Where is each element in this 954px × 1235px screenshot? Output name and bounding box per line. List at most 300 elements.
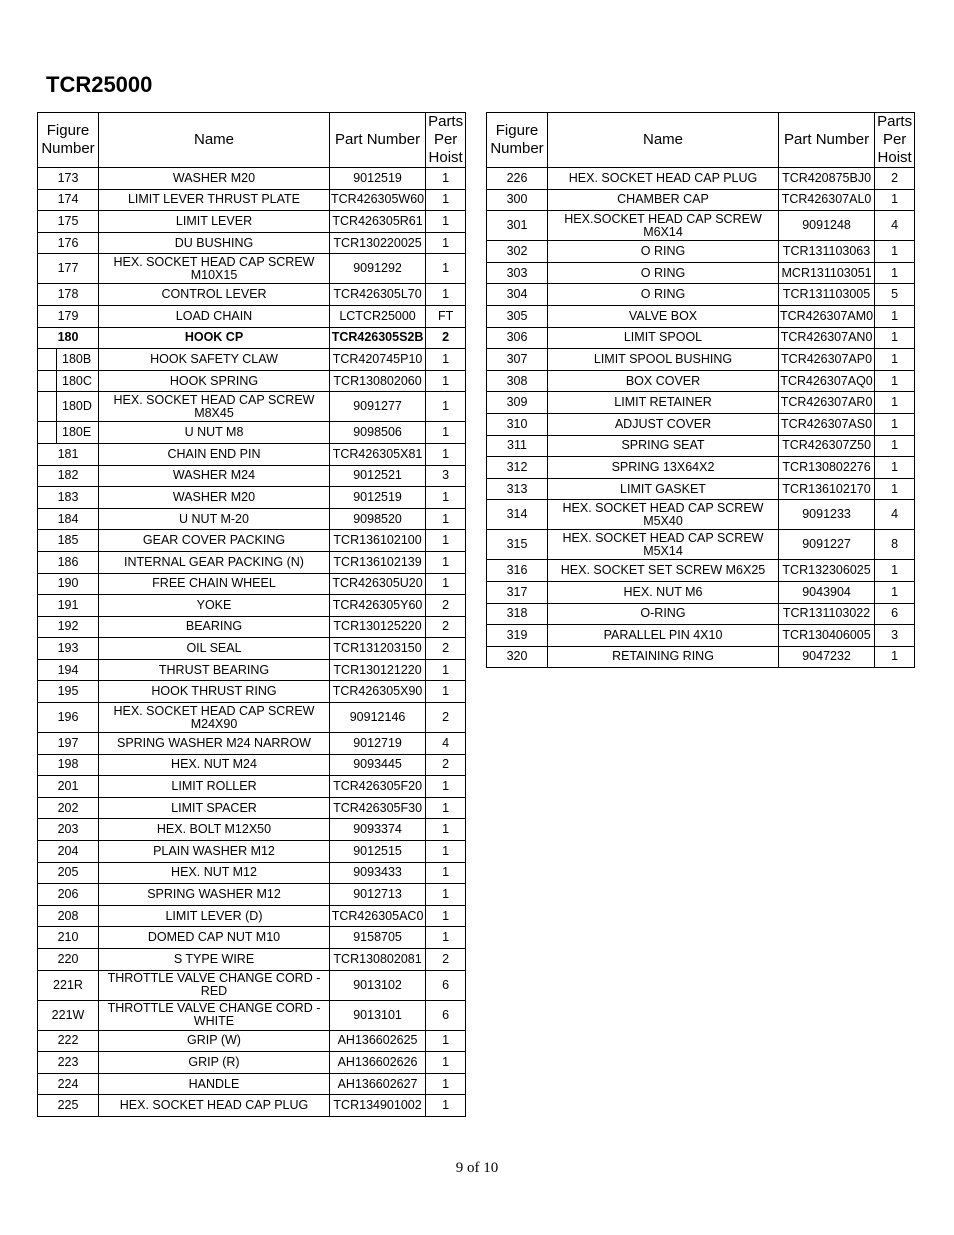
table-row bbox=[487, 581, 915, 603]
figure-number-cell: 183 bbox=[38, 487, 99, 509]
parts-per-hoist-cell: 1 bbox=[426, 573, 466, 595]
name-cell: LIMIT SPACER bbox=[99, 797, 330, 819]
table-row bbox=[38, 733, 466, 755]
parts-per-hoist-cell: 1 bbox=[426, 487, 466, 509]
name-header: Name bbox=[99, 113, 330, 168]
figure-number-cell: 197 bbox=[38, 733, 99, 755]
name-cell: BEARING bbox=[99, 616, 330, 638]
table-row bbox=[38, 1073, 466, 1095]
figure-number-cell: 202 bbox=[38, 797, 99, 819]
table-row bbox=[38, 819, 466, 841]
name-cell: O RING bbox=[548, 284, 779, 306]
table-row bbox=[38, 168, 466, 190]
part-number-cell: TCR426305AC0 bbox=[330, 905, 426, 927]
name-cell: VALVE BOX bbox=[548, 305, 779, 327]
parts-per-hoist-cell: 2 bbox=[426, 754, 466, 776]
name-cell: LIMIT LEVER (D) bbox=[99, 905, 330, 927]
parts-per-hoist-cell: 1 bbox=[426, 254, 466, 284]
part-number-cell: TCR130220025 bbox=[330, 232, 426, 254]
figure-number-header: Figure Number bbox=[38, 113, 99, 168]
figure-number-cell: 194 bbox=[38, 659, 99, 681]
parts-table-left bbox=[37, 112, 466, 1117]
parts-per-hoist-cell: 1 bbox=[875, 646, 915, 668]
figure-number-cell: 303 bbox=[487, 262, 548, 284]
parts-per-hoist-cell: 6 bbox=[875, 603, 915, 625]
part-number-cell: TCR130802276 bbox=[779, 457, 875, 479]
part-number-cell: TCR136102100 bbox=[330, 530, 426, 552]
parts-per-hoist-cell: 4 bbox=[426, 733, 466, 755]
name-cell: CONTROL LEVER bbox=[99, 284, 330, 306]
figure-number-cell: 178 bbox=[38, 284, 99, 306]
table-row bbox=[487, 189, 915, 211]
name-cell: LIMIT LEVER THRUST PLATE bbox=[99, 189, 330, 211]
name-cell: SPRING WASHER M12 bbox=[99, 884, 330, 906]
table-row bbox=[487, 625, 915, 647]
header-row bbox=[38, 113, 466, 168]
parts-per-hoist-cell: 1 bbox=[875, 262, 915, 284]
parts-per-hoist-cell: 1 bbox=[426, 211, 466, 233]
part-number-cell: TCR426307AS0 bbox=[779, 413, 875, 435]
figure-number-cell: 203 bbox=[38, 819, 99, 841]
figure-number-cell: 176 bbox=[38, 232, 99, 254]
parts-per-hoist-cell: 1 bbox=[875, 435, 915, 457]
figure-number-cell: 307 bbox=[487, 349, 548, 371]
figure-number-cell: 174 bbox=[38, 189, 99, 211]
part-number-cell: 9012519 bbox=[330, 168, 426, 190]
part-number-cell: TCR426305F30 bbox=[330, 797, 426, 819]
table-row bbox=[38, 443, 466, 465]
table-row bbox=[38, 189, 466, 211]
name-cell: RETAINING RING bbox=[548, 646, 779, 668]
name-cell: HEX. SOCKET HEAD CAP SCREW M24X90 bbox=[99, 703, 330, 733]
part-number-cell: TCR130802081 bbox=[330, 949, 426, 971]
table-row bbox=[487, 392, 915, 414]
parts-per-hoist-cell: 8 bbox=[875, 530, 915, 560]
table-row bbox=[38, 284, 466, 306]
part-number-cell: 9013101 bbox=[330, 1000, 426, 1030]
name-cell: THROTTLE VALVE CHANGE CORD - RED bbox=[99, 970, 330, 1000]
part-number-cell: TCR426307Z50 bbox=[779, 435, 875, 457]
parts-per-hoist-cell: 1 bbox=[426, 819, 466, 841]
table-row bbox=[38, 681, 466, 703]
name-cell: HEX. SOCKET HEAD CAP SCREW M5X14 bbox=[548, 530, 779, 560]
name-cell: LIMIT RETAINER bbox=[548, 392, 779, 414]
name-cell: HOOK THRUST RING bbox=[99, 681, 330, 703]
table-row bbox=[38, 862, 466, 884]
parts-per-hoist-cell: 1 bbox=[426, 284, 466, 306]
parts-table-right-body bbox=[487, 168, 915, 668]
figure-number-cell: 201 bbox=[38, 776, 99, 798]
part-number-cell: 9012719 bbox=[330, 733, 426, 755]
parts-per-hoist-cell: 1 bbox=[426, 905, 466, 927]
table-row bbox=[38, 927, 466, 949]
figure-number-cell: 205 bbox=[38, 862, 99, 884]
parts-per-hoist-cell: 1 bbox=[426, 422, 466, 444]
figure-number-cell: 309 bbox=[487, 392, 548, 414]
part-number-cell: TCR130121220 bbox=[330, 659, 426, 681]
parts-per-hoist-header: Parts Per Hoist bbox=[426, 113, 466, 168]
figure-number-cell: 181 bbox=[38, 443, 99, 465]
table-row bbox=[38, 465, 466, 487]
figure-number-cell: 182 bbox=[38, 465, 99, 487]
part-number-cell: TCR426305W60 bbox=[330, 189, 426, 211]
figure-number-cell: 180D bbox=[38, 392, 99, 422]
parts-per-hoist-cell: 1 bbox=[426, 1073, 466, 1095]
table-row bbox=[487, 560, 915, 582]
part-number-cell: TCR134901002 bbox=[330, 1095, 426, 1117]
part-number-cell: 9091248 bbox=[779, 211, 875, 241]
name-cell: HOOK CP bbox=[99, 327, 330, 349]
figure-number-cell: 315 bbox=[487, 530, 548, 560]
table-row bbox=[38, 616, 466, 638]
name-cell: O RING bbox=[548, 241, 779, 263]
figure-number-cell: 308 bbox=[487, 370, 548, 392]
part-number-cell: TCR426307AQ0 bbox=[779, 370, 875, 392]
figure-number-cell: 220 bbox=[38, 949, 99, 971]
figure-number-cell: 306 bbox=[487, 327, 548, 349]
figure-number-cell: 190 bbox=[38, 573, 99, 595]
name-cell: PLAIN WASHER M12 bbox=[99, 841, 330, 863]
part-number-cell: AH136602626 bbox=[330, 1052, 426, 1074]
table-row bbox=[38, 638, 466, 660]
part-number-cell: TCR420875BJ0 bbox=[779, 168, 875, 190]
part-number-cell: 9093374 bbox=[330, 819, 426, 841]
name-cell: FREE CHAIN WHEEL bbox=[99, 573, 330, 595]
parts-per-hoist-cell: 1 bbox=[426, 659, 466, 681]
parts-per-hoist-cell: 1 bbox=[426, 443, 466, 465]
figure-number-cell: 223 bbox=[38, 1052, 99, 1074]
name-cell: HEX. SOCKET HEAD CAP SCREW M5X40 bbox=[548, 500, 779, 530]
parts-per-hoist-cell: 1 bbox=[426, 776, 466, 798]
part-number-cell: TCR426307AM0 bbox=[779, 305, 875, 327]
part-number-cell: 9098520 bbox=[330, 508, 426, 530]
part-number-cell: 9043904 bbox=[779, 581, 875, 603]
name-cell: INTERNAL GEAR PACKING (N) bbox=[99, 551, 330, 573]
name-cell: LIMIT SPOOL BUSHING bbox=[548, 349, 779, 371]
figure-number-header: Figure Number bbox=[487, 113, 548, 168]
figure-number-cell: 185 bbox=[38, 530, 99, 552]
table-row bbox=[487, 370, 915, 392]
parts-per-hoist-cell: 1 bbox=[875, 457, 915, 479]
table-row bbox=[487, 603, 915, 625]
figure-number-cell: 302 bbox=[487, 241, 548, 263]
figure-number-cell: 320 bbox=[487, 646, 548, 668]
table-row bbox=[38, 949, 466, 971]
table-row bbox=[38, 776, 466, 798]
parts-per-hoist-cell: 2 bbox=[426, 327, 466, 349]
part-number-cell: TCR130802060 bbox=[330, 370, 426, 392]
name-cell: HOOK SAFETY CLAW bbox=[99, 349, 330, 371]
part-number-cell: TCR426305F20 bbox=[330, 776, 426, 798]
parts-per-hoist-cell: 1 bbox=[426, 530, 466, 552]
figure-number-cell: 180E bbox=[38, 422, 99, 444]
part-number-cell: TCR426305S2B bbox=[330, 327, 426, 349]
figure-number-cell: 196 bbox=[38, 703, 99, 733]
table-row bbox=[487, 241, 915, 263]
name-cell: HEX. SOCKET HEAD CAP PLUG bbox=[548, 168, 779, 190]
table-row bbox=[38, 211, 466, 233]
figure-number-cell: 195 bbox=[38, 681, 99, 703]
name-cell: DU BUSHING bbox=[99, 232, 330, 254]
parts-per-hoist-cell: 2 bbox=[426, 703, 466, 733]
part-number-cell: TCR426307AL0 bbox=[779, 189, 875, 211]
part-number-cell: LCTCR25000 bbox=[330, 305, 426, 327]
table-row bbox=[38, 1052, 466, 1074]
parts-per-hoist-cell: 1 bbox=[426, 862, 466, 884]
name-cell: U NUT M8 bbox=[99, 422, 330, 444]
name-cell: BOX COVER bbox=[548, 370, 779, 392]
figure-number-cell: 180B bbox=[38, 349, 99, 371]
table-row bbox=[487, 327, 915, 349]
name-cell: HEX. NUT M24 bbox=[99, 754, 330, 776]
parts-per-hoist-cell: 1 bbox=[426, 168, 466, 190]
parts-per-hoist-cell: 1 bbox=[426, 370, 466, 392]
parts-per-hoist-cell: 3 bbox=[875, 625, 915, 647]
table-row bbox=[38, 1000, 466, 1030]
part-number-cell: TCR426307AP0 bbox=[779, 349, 875, 371]
part-number-cell: TCR426307AN0 bbox=[779, 327, 875, 349]
table-row bbox=[487, 284, 915, 306]
name-cell: HEX. SOCKET SET SCREW M6X25 bbox=[548, 560, 779, 582]
table-row bbox=[487, 435, 915, 457]
table-row bbox=[38, 530, 466, 552]
table-row bbox=[38, 487, 466, 509]
parts-per-hoist-cell: 1 bbox=[875, 349, 915, 371]
part-number-cell: 9098506 bbox=[330, 422, 426, 444]
part-number-cell: 9091292 bbox=[330, 254, 426, 284]
parts-per-hoist-cell: 2 bbox=[426, 616, 466, 638]
parts-per-hoist-cell: 5 bbox=[875, 284, 915, 306]
figure-number-cell: 180C bbox=[38, 370, 99, 392]
name-cell: O RING bbox=[548, 262, 779, 284]
table-row bbox=[38, 370, 466, 392]
part-number-cell: 9012515 bbox=[330, 841, 426, 863]
parts-per-hoist-cell: 1 bbox=[426, 841, 466, 863]
table-row bbox=[38, 573, 466, 595]
parts-per-hoist-cell: 2 bbox=[426, 949, 466, 971]
figure-number-cell: 314 bbox=[487, 500, 548, 530]
figure-number-cell: 173 bbox=[38, 168, 99, 190]
name-cell: HEX. SOCKET HEAD CAP SCREW M8X45 bbox=[99, 392, 330, 422]
table-row bbox=[38, 422, 466, 444]
name-cell: GRIP (W) bbox=[99, 1030, 330, 1052]
parts-per-hoist-cell: FT bbox=[426, 305, 466, 327]
figure-number-cell: 312 bbox=[487, 457, 548, 479]
name-cell: HEX. SOCKET HEAD CAP SCREW M10X15 bbox=[99, 254, 330, 284]
figure-number-cell: 210 bbox=[38, 927, 99, 949]
figure-number-cell: 224 bbox=[38, 1073, 99, 1095]
name-cell: YOKE bbox=[99, 595, 330, 617]
name-header: Name bbox=[548, 113, 779, 168]
part-number-cell: TCR426307AR0 bbox=[779, 392, 875, 414]
parts-per-hoist-cell: 4 bbox=[875, 211, 915, 241]
figure-number-cell: 317 bbox=[487, 581, 548, 603]
parts-per-hoist-cell: 2 bbox=[426, 638, 466, 660]
figure-number-cell: 300 bbox=[487, 189, 548, 211]
part-number-cell: TCR136102170 bbox=[779, 478, 875, 500]
figure-number-cell: 316 bbox=[487, 560, 548, 582]
table-row bbox=[487, 457, 915, 479]
parts-table-left-body bbox=[38, 168, 466, 1117]
part-number-cell: MCR131103051 bbox=[779, 262, 875, 284]
table-row bbox=[38, 970, 466, 1000]
name-cell: LIMIT ROLLER bbox=[99, 776, 330, 798]
name-cell: ADJUST COVER bbox=[548, 413, 779, 435]
table-row bbox=[38, 595, 466, 617]
figure-number-cell: 177 bbox=[38, 254, 99, 284]
table-row bbox=[38, 754, 466, 776]
table-row bbox=[38, 659, 466, 681]
part-number-cell: 9091227 bbox=[779, 530, 875, 560]
name-cell: HEX. SOCKET HEAD CAP PLUG bbox=[99, 1095, 330, 1117]
parts-per-hoist-cell: 1 bbox=[426, 884, 466, 906]
parts-per-hoist-cell: 1 bbox=[426, 232, 466, 254]
figure-number-cell: 206 bbox=[38, 884, 99, 906]
parts-per-hoist-cell: 1 bbox=[875, 478, 915, 500]
name-cell: HEX. BOLT M12X50 bbox=[99, 819, 330, 841]
table-row bbox=[487, 478, 915, 500]
figure-number-cell: 313 bbox=[487, 478, 548, 500]
figure-number-cell: 304 bbox=[487, 284, 548, 306]
parts-per-hoist-cell: 1 bbox=[875, 392, 915, 414]
table-row bbox=[38, 1095, 466, 1117]
page-title: TCR25000 bbox=[46, 72, 153, 97]
figure-number-cell: 318 bbox=[487, 603, 548, 625]
figure-number-cell: 208 bbox=[38, 905, 99, 927]
figure-number-cell: 204 bbox=[38, 841, 99, 863]
table-row bbox=[38, 392, 466, 422]
part-number-cell: 9093445 bbox=[330, 754, 426, 776]
figure-number-cell: 186 bbox=[38, 551, 99, 573]
parts-per-hoist-cell: 2 bbox=[426, 595, 466, 617]
table-row bbox=[38, 327, 466, 349]
parts-per-hoist-cell: 4 bbox=[875, 500, 915, 530]
parts-per-hoist-cell: 2 bbox=[875, 168, 915, 190]
parts-per-hoist-cell: 1 bbox=[426, 1095, 466, 1117]
name-cell: HOOK SPRING bbox=[99, 370, 330, 392]
figure-number-cell: 226 bbox=[487, 168, 548, 190]
part-number-header: Part Number bbox=[330, 113, 426, 168]
parts-per-hoist-cell: 1 bbox=[426, 189, 466, 211]
figure-number-cell: 225 bbox=[38, 1095, 99, 1117]
name-cell: GRIP (R) bbox=[99, 1052, 330, 1074]
part-number-cell: 9158705 bbox=[330, 927, 426, 949]
figure-number-cell: 192 bbox=[38, 616, 99, 638]
name-cell: DOMED CAP NUT M10 bbox=[99, 927, 330, 949]
parts-per-hoist-cell: 1 bbox=[426, 1052, 466, 1074]
figure-number-cell: 191 bbox=[38, 595, 99, 617]
part-number-cell: 9013102 bbox=[330, 970, 426, 1000]
part-number-cell: TCR131103005 bbox=[779, 284, 875, 306]
name-cell: U NUT M-20 bbox=[99, 508, 330, 530]
part-number-cell: TCR131103022 bbox=[779, 603, 875, 625]
figure-number-cell: 319 bbox=[487, 625, 548, 647]
name-cell: S TYPE WIRE bbox=[99, 949, 330, 971]
figure-number-cell: 311 bbox=[487, 435, 548, 457]
part-number-cell: AH136602627 bbox=[330, 1073, 426, 1095]
part-number-cell: 9012519 bbox=[330, 487, 426, 509]
name-cell: WASHER M20 bbox=[99, 168, 330, 190]
parts-per-hoist-cell: 1 bbox=[875, 560, 915, 582]
parts-per-hoist-cell: 1 bbox=[875, 189, 915, 211]
name-cell: PARALLEL PIN 4X10 bbox=[548, 625, 779, 647]
name-cell: LIMIT LEVER bbox=[99, 211, 330, 233]
table-row bbox=[38, 232, 466, 254]
parts-per-hoist-cell: 1 bbox=[875, 327, 915, 349]
part-number-cell: TCR426305X81 bbox=[330, 443, 426, 465]
parts-per-hoist-cell: 1 bbox=[426, 1030, 466, 1052]
part-number-cell: TCR130406005 bbox=[779, 625, 875, 647]
figure-number-cell: 310 bbox=[487, 413, 548, 435]
name-cell: WASHER M24 bbox=[99, 465, 330, 487]
table-row bbox=[487, 168, 915, 190]
part-number-cell: 9012713 bbox=[330, 884, 426, 906]
part-number-cell: TCR426305U20 bbox=[330, 573, 426, 595]
figure-number-cell: 222 bbox=[38, 1030, 99, 1052]
name-cell: WASHER M20 bbox=[99, 487, 330, 509]
table-row bbox=[487, 349, 915, 371]
parts-table-right bbox=[486, 112, 915, 668]
name-cell: CHAIN END PIN bbox=[99, 443, 330, 465]
figure-number-cell: 221R bbox=[38, 970, 99, 1000]
table-row bbox=[487, 305, 915, 327]
table-row bbox=[38, 551, 466, 573]
name-cell: GEAR COVER PACKING bbox=[99, 530, 330, 552]
figure-number-cell: 305 bbox=[487, 305, 548, 327]
table-row bbox=[38, 884, 466, 906]
figure-number-cell: 193 bbox=[38, 638, 99, 660]
name-cell: LOAD CHAIN bbox=[99, 305, 330, 327]
part-number-cell: AH136602625 bbox=[330, 1030, 426, 1052]
part-number-cell: 9091233 bbox=[779, 500, 875, 530]
table-row bbox=[38, 841, 466, 863]
figure-number-cell: 179 bbox=[38, 305, 99, 327]
table-row bbox=[487, 500, 915, 530]
table-row bbox=[487, 211, 915, 241]
parts-per-hoist-cell: 1 bbox=[426, 551, 466, 573]
part-number-cell: 9091277 bbox=[330, 392, 426, 422]
table-row bbox=[487, 413, 915, 435]
part-number-cell: TCR130125220 bbox=[330, 616, 426, 638]
parts-per-hoist-cell: 6 bbox=[426, 1000, 466, 1030]
part-number-cell: TCR426305X90 bbox=[330, 681, 426, 703]
table-row bbox=[38, 703, 466, 733]
table-row bbox=[38, 305, 466, 327]
header-row bbox=[487, 113, 915, 168]
parts-per-hoist-cell: 1 bbox=[426, 392, 466, 422]
figure-number-cell: 175 bbox=[38, 211, 99, 233]
table-row bbox=[38, 905, 466, 927]
table-row bbox=[38, 508, 466, 530]
parts-per-hoist-cell: 6 bbox=[426, 970, 466, 1000]
part-number-cell: TCR132306025 bbox=[779, 560, 875, 582]
part-number-cell: TCR426305L70 bbox=[330, 284, 426, 306]
name-cell: HANDLE bbox=[99, 1073, 330, 1095]
parts-per-hoist-header: Parts Per Hoist bbox=[875, 113, 915, 168]
parts-per-hoist-cell: 1 bbox=[875, 370, 915, 392]
name-cell: SPRING SEAT bbox=[548, 435, 779, 457]
name-cell: CHAMBER CAP bbox=[548, 189, 779, 211]
name-cell: THROTTLE VALVE CHANGE CORD - WHITE bbox=[99, 1000, 330, 1030]
name-cell: HEX.SOCKET HEAD CAP SCREW M6X14 bbox=[548, 211, 779, 241]
part-number-cell: TCR136102139 bbox=[330, 551, 426, 573]
part-number-cell: 90912146 bbox=[330, 703, 426, 733]
name-cell: O-RING bbox=[548, 603, 779, 625]
part-number-cell: TCR131203150 bbox=[330, 638, 426, 660]
part-number-cell: TCR420745P10 bbox=[330, 349, 426, 371]
table-row bbox=[38, 797, 466, 819]
parts-per-hoist-cell: 1 bbox=[426, 349, 466, 371]
